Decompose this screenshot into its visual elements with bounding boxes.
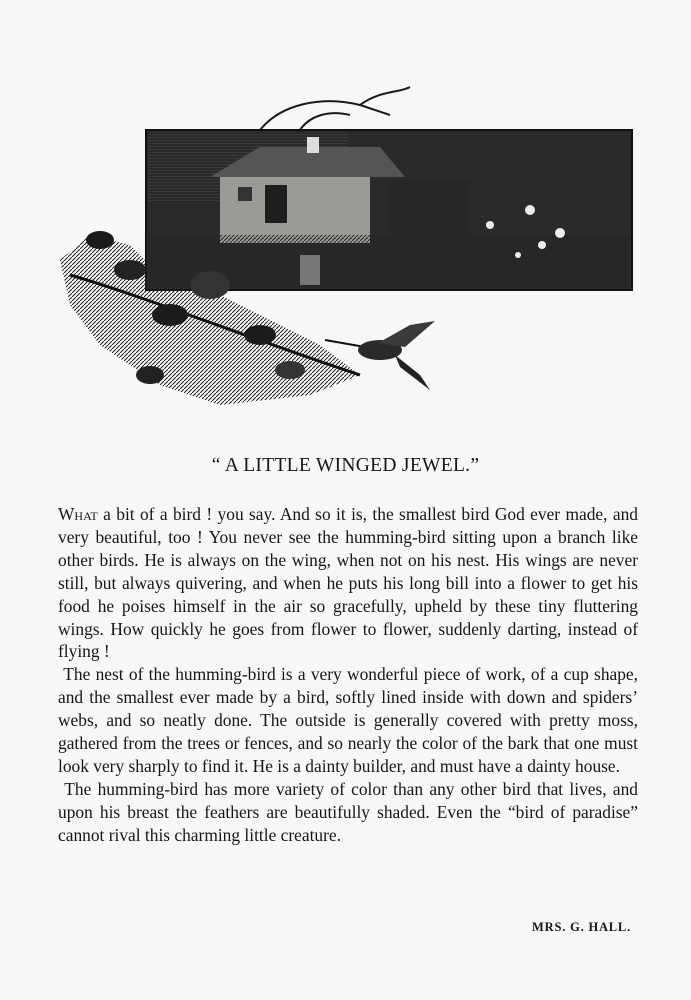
paragraph-text: The nest of the humming-bird is a very wonderful piece of work, of a cup shape, and the smallest ever made by a bird, softly lined inside with down and spiders’ webs, and so neatly done. The outside is generally covered with pretty moss, gathered from the trees or fences, and so nearly the color of the bark that one must look very sharply to find it. He is a dainty builder, and must have a dainty house. <box>58 664 638 776</box>
cottage-scene <box>146 130 632 290</box>
vine-top <box>260 87 410 130</box>
cottage-hummingbird-engraving <box>60 85 635 415</box>
paragraph-lead-word: What <box>58 504 98 524</box>
paragraph-2 <box>58 663 638 778</box>
article-body <box>58 503 638 847</box>
page-title: “ A LITTLE WINGED JEWEL.” <box>211 455 480 476</box>
paragraph-text: The humming-bird has more variety of color than any other bird that lives, and upon his breast the feathers are beautifully shaded. Even the “bird of paradise” cannot rival this charming little creature. <box>58 778 638 845</box>
paragraph-1 <box>58 503 638 663</box>
paragraph-3 <box>58 778 638 847</box>
paragraph-text: a bit of a bird ! you say. And so it is, the smallest bird God ever made, and very beautiful, too ! You never see the humming-bird sitting upon a branch like other birds. He is always on the wing, when not on his nest. His wings are never still, but always quivering, and when he puts his long bill into a flower to get his food he poises himself in the air so gracefully, upheld by these tiny fluttering wings. How quickly he goes from flower to flower, suddenly darting, instead of flying ! <box>58 504 638 662</box>
author-signature: MRS. G. HALL. <box>532 920 631 934</box>
